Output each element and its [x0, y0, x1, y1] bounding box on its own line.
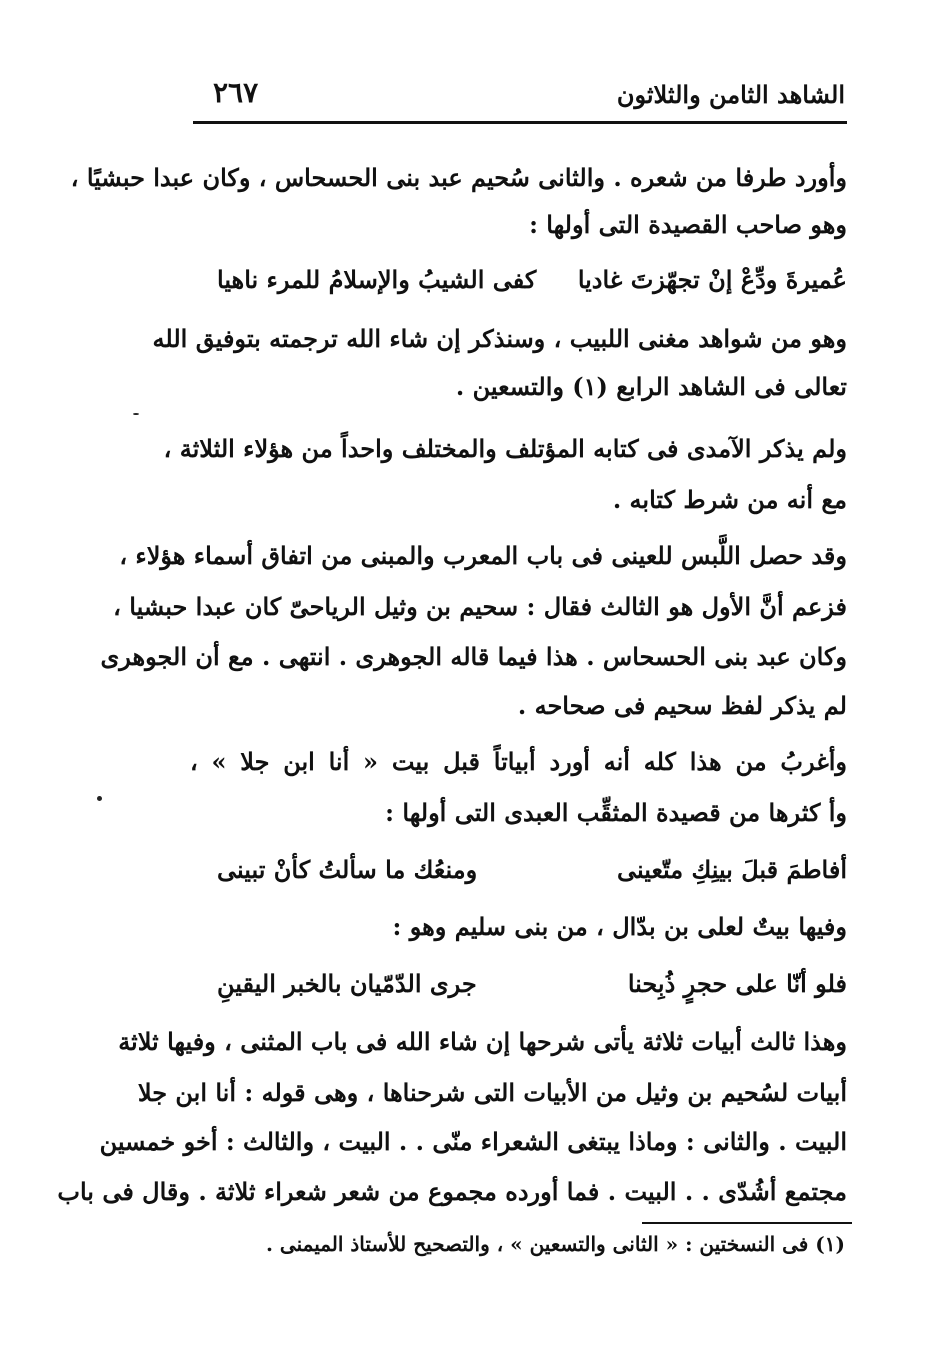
running-title: الشاهد الثامن والثلاثون: [616, 80, 845, 109]
verse-line: [217, 263, 847, 297]
text-line: وكان عبد بنى الحسحاس . هذا فيما قاله الجوهرى . انتهى . مع أن الجوهرى: [100, 642, 847, 671]
text-line: مجتمع أشُدّى . . البيت . فما أورده مجموع من شعر شعراء ثلاثة . وقال فى باب: [57, 1177, 847, 1206]
page-header: [193, 72, 845, 116]
text-line: وهذا ثالث أبيات ثلاثة يأتى شرحها إن شاء الله فى باب المثنى ، وفيها ثلاثة: [118, 1027, 847, 1056]
verse-line: [217, 853, 847, 887]
text-line: مع أنه من شرط كتابه .: [612, 485, 847, 514]
text-line: وأورد طرفا من شعره . والثانى سُحيم عبد بنى الحسحاس ، وكان عبدا حبشيًا ،: [70, 163, 847, 192]
page-number: ٢٦٧: [213, 76, 259, 109]
header-rule: [193, 121, 847, 124]
text-line: وقد حصل اللَّبس للعينى فى باب المعرب والمبنى من اتفاق أسماء هؤلاء ،: [119, 541, 847, 570]
text-line: وهو من شواهد مغنى اللبيب ، وسنذكر إن شاء الله ترجمته بتوفيق الله: [152, 324, 847, 353]
footnote: (١) فى النسختين : « الثانى والتسعين » ، والتصحيح للأستاذ الميمنى .: [266, 1232, 845, 1256]
text-line: وفيها بيتٌ لعلى بن بدّال ، من بنى سليم وهو :: [392, 912, 847, 941]
text-line: ولم يذكر الآمدى فى كتابه المؤتلف والمختلف واحداً من هؤلاء الثلاثة ،: [163, 434, 847, 463]
verse-line: [217, 967, 847, 1001]
text-line: تعالى فى الشاهد الرابع (١) والتسعين .: [455, 372, 847, 401]
verse-first-hemistich: أفاطمَ قبلَ بينِكِ متّعينى: [616, 855, 847, 884]
text-line: وأغربُ من هذا كله أنه أورد أبياتاً قبل بيت « أنا ابن جلا » ،: [190, 747, 847, 776]
text-line: البيت . والثانى : وماذا يبتغى الشعراء منّى . . البيت ، والثالث : أخو خمسين: [99, 1127, 847, 1156]
verse-first-hemistich: عُميرةَ ودِّعْ إنْ تجهّزتَ غاديا: [577, 265, 847, 294]
verse-second-hemistich: كفى الشيبُ والإسلامُ للمرء ناهيا: [217, 265, 537, 294]
text-line: لم يذكر لفظ سحيم فى صحاحه .: [517, 691, 847, 720]
verse-second-hemistich: جرى الدّمّيان بالخبر اليقينِ: [217, 969, 477, 998]
scan-speck: [97, 796, 102, 801]
text-line: فزعم أنَّ الأول هو الثالث فقال : سحيم بن وثيل الرياحىّ كان عبدا حبشيا ،: [113, 592, 847, 621]
verse-second-hemistich: ومنعُك ما سألتُ كأنْ تبينى: [217, 855, 478, 884]
verse-first-hemistich: فلو أنّا على حجرٍ ذُبِحنا: [627, 969, 847, 998]
text-line: أبيات لسُحيم بن وثيل من الأبيات التى شرحناها ، وهى قوله : أنا ابن جلا: [137, 1078, 847, 1107]
scan-speck: [133, 413, 139, 415]
text-line: وهو صاحب القصيدة التى أولها :: [529, 210, 847, 239]
text-line: وأ كثرها من قصيدة المثقِّب العبدى التى أولها :: [385, 798, 847, 827]
footnote-rule: [642, 1222, 852, 1224]
